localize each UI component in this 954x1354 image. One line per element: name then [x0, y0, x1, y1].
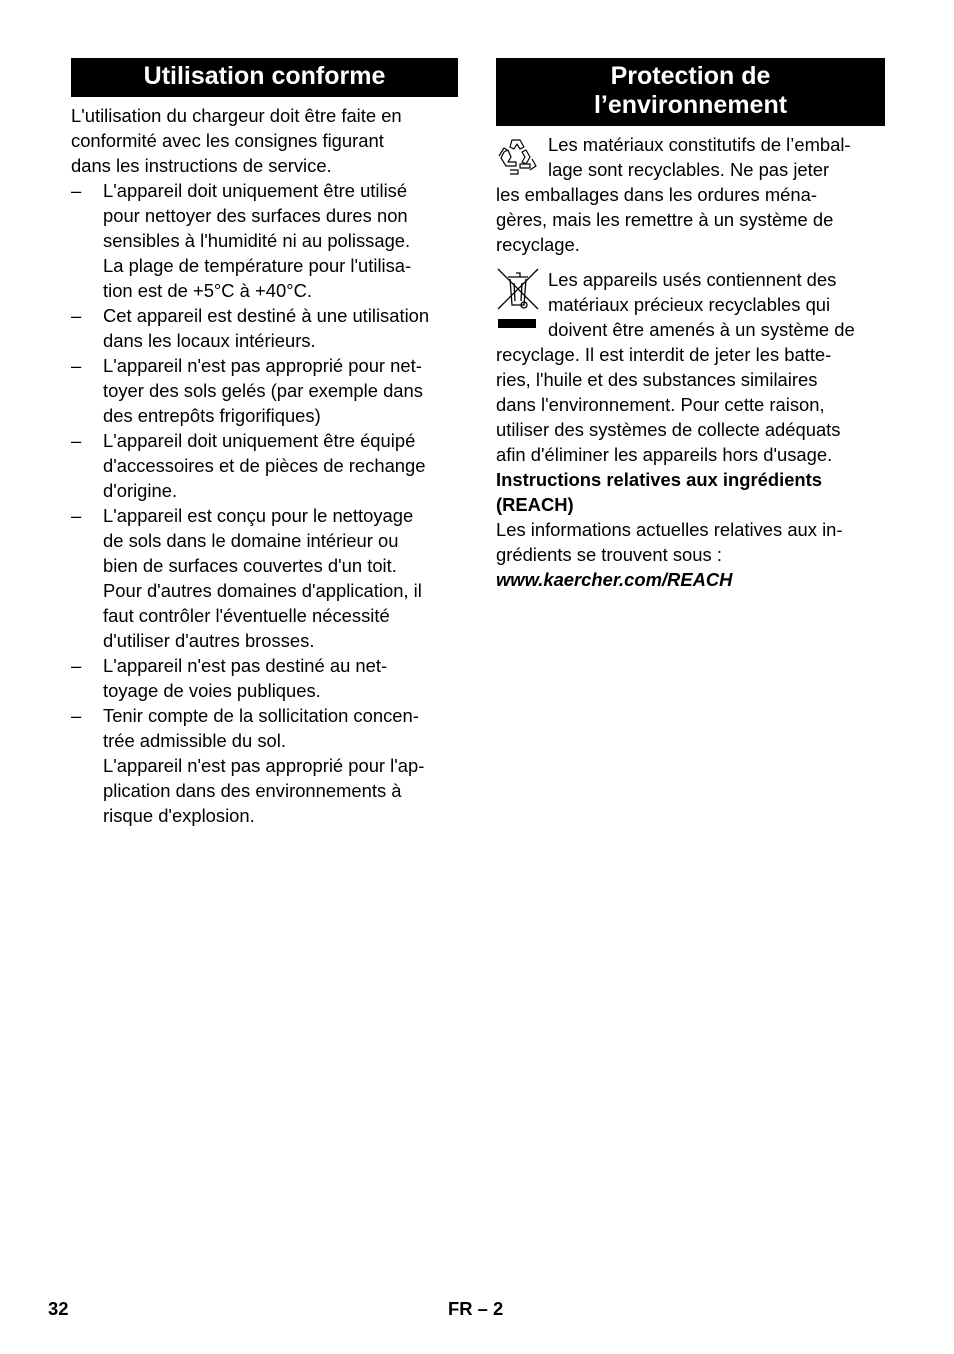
- page-code: FR – 2: [448, 1298, 504, 1319]
- reach-heading: Instructions relatives aux ingrédients (REACH): [496, 469, 823, 515]
- list-item: – L'appareil est conçu pour le nettoyage de sols dans le domaine intérieur ou bien de surfaces couvertes d'un toit. Pour d'autres domaines d'application, il faut contrôler l'éventuelle nécessité d'utiliser d'autres brosses.: [71, 505, 422, 651]
- dash-bullet: –: [71, 305, 82, 326]
- section-heading-intended-use: Utilisation conforme: [71, 58, 458, 97]
- section-heading-environment: Protection de l’environnement: [496, 58, 885, 126]
- list-item: – Tenir compte de la sollicitation concen- trée admissible du sol. L'appareil n'est pas approprié pour l'ap- plication dans des environnements à risque d'explosion.: [71, 705, 425, 826]
- reach-link[interactable]: www.kaercher.com/REACH: [496, 569, 733, 590]
- list-item: – L'appareil doit uniquement être équipé d'accessoires et de pièces de rechange d'origine.: [71, 430, 426, 501]
- recycle-icon: [496, 136, 540, 176]
- dash-bullet: –: [71, 355, 82, 376]
- dash-bullet: –: [71, 505, 82, 526]
- dash-bullet: –: [71, 655, 82, 676]
- usage-list: [71, 178, 458, 828]
- right-column: [496, 58, 885, 592]
- list-item: – L'appareil n'est pas destiné au net- toyage de voies publiques.: [71, 655, 388, 701]
- list-item: – L'appareil doit uniquement être utilisé pour nettoyer des surfaces dures non sensibles à l'humidité ni au polissage. La plage de température pour l'utilisa- tion est de +5°C à +40°C.: [71, 180, 412, 301]
- dash-bullet: –: [71, 705, 82, 726]
- dash-bullet: –: [71, 430, 82, 451]
- dash-bullet: –: [71, 180, 82, 201]
- packaging-paragraph: Les matériaux constitutifs de l’embal- lage sont recyclables. Ne pas jeter les emballages dans les ordures ména- gères, mais les remettre à un système de recyclage.: [496, 134, 851, 255]
- intro-paragraph: L'utilisation du chargeur doit être faite en conformité avec les consignes figurant dans les instructions de service.: [71, 105, 402, 176]
- list-item: – L'appareil n'est pas approprié pour net- toyer des sols gelés (par exemple dans des entrepôts frigorifiques): [71, 355, 423, 426]
- page-number: 32: [48, 1298, 69, 1319]
- left-column: [71, 58, 458, 828]
- reach-paragraph: Les informations actuelles relatives aux in- grédients se trouvent sous : www.kaercher.com/REACH: [496, 517, 885, 592]
- list-item: – Cet appareil est destiné à une utilisation dans les locaux intérieurs.: [71, 305, 430, 351]
- crossed-bin-icon: [496, 267, 540, 329]
- devices-paragraph: Les appareils usés contiennent des matériaux précieux recyclables qui doivent être amenés à un système de recyclage. Il est interdit de jeter les batte- ries, l'huile et des substances similaires dans l'environnement. Pour cette raison, utiliser des systèmes de collecte adéquats afin d'éliminer les appareils hors d'usage.: [496, 269, 855, 465]
